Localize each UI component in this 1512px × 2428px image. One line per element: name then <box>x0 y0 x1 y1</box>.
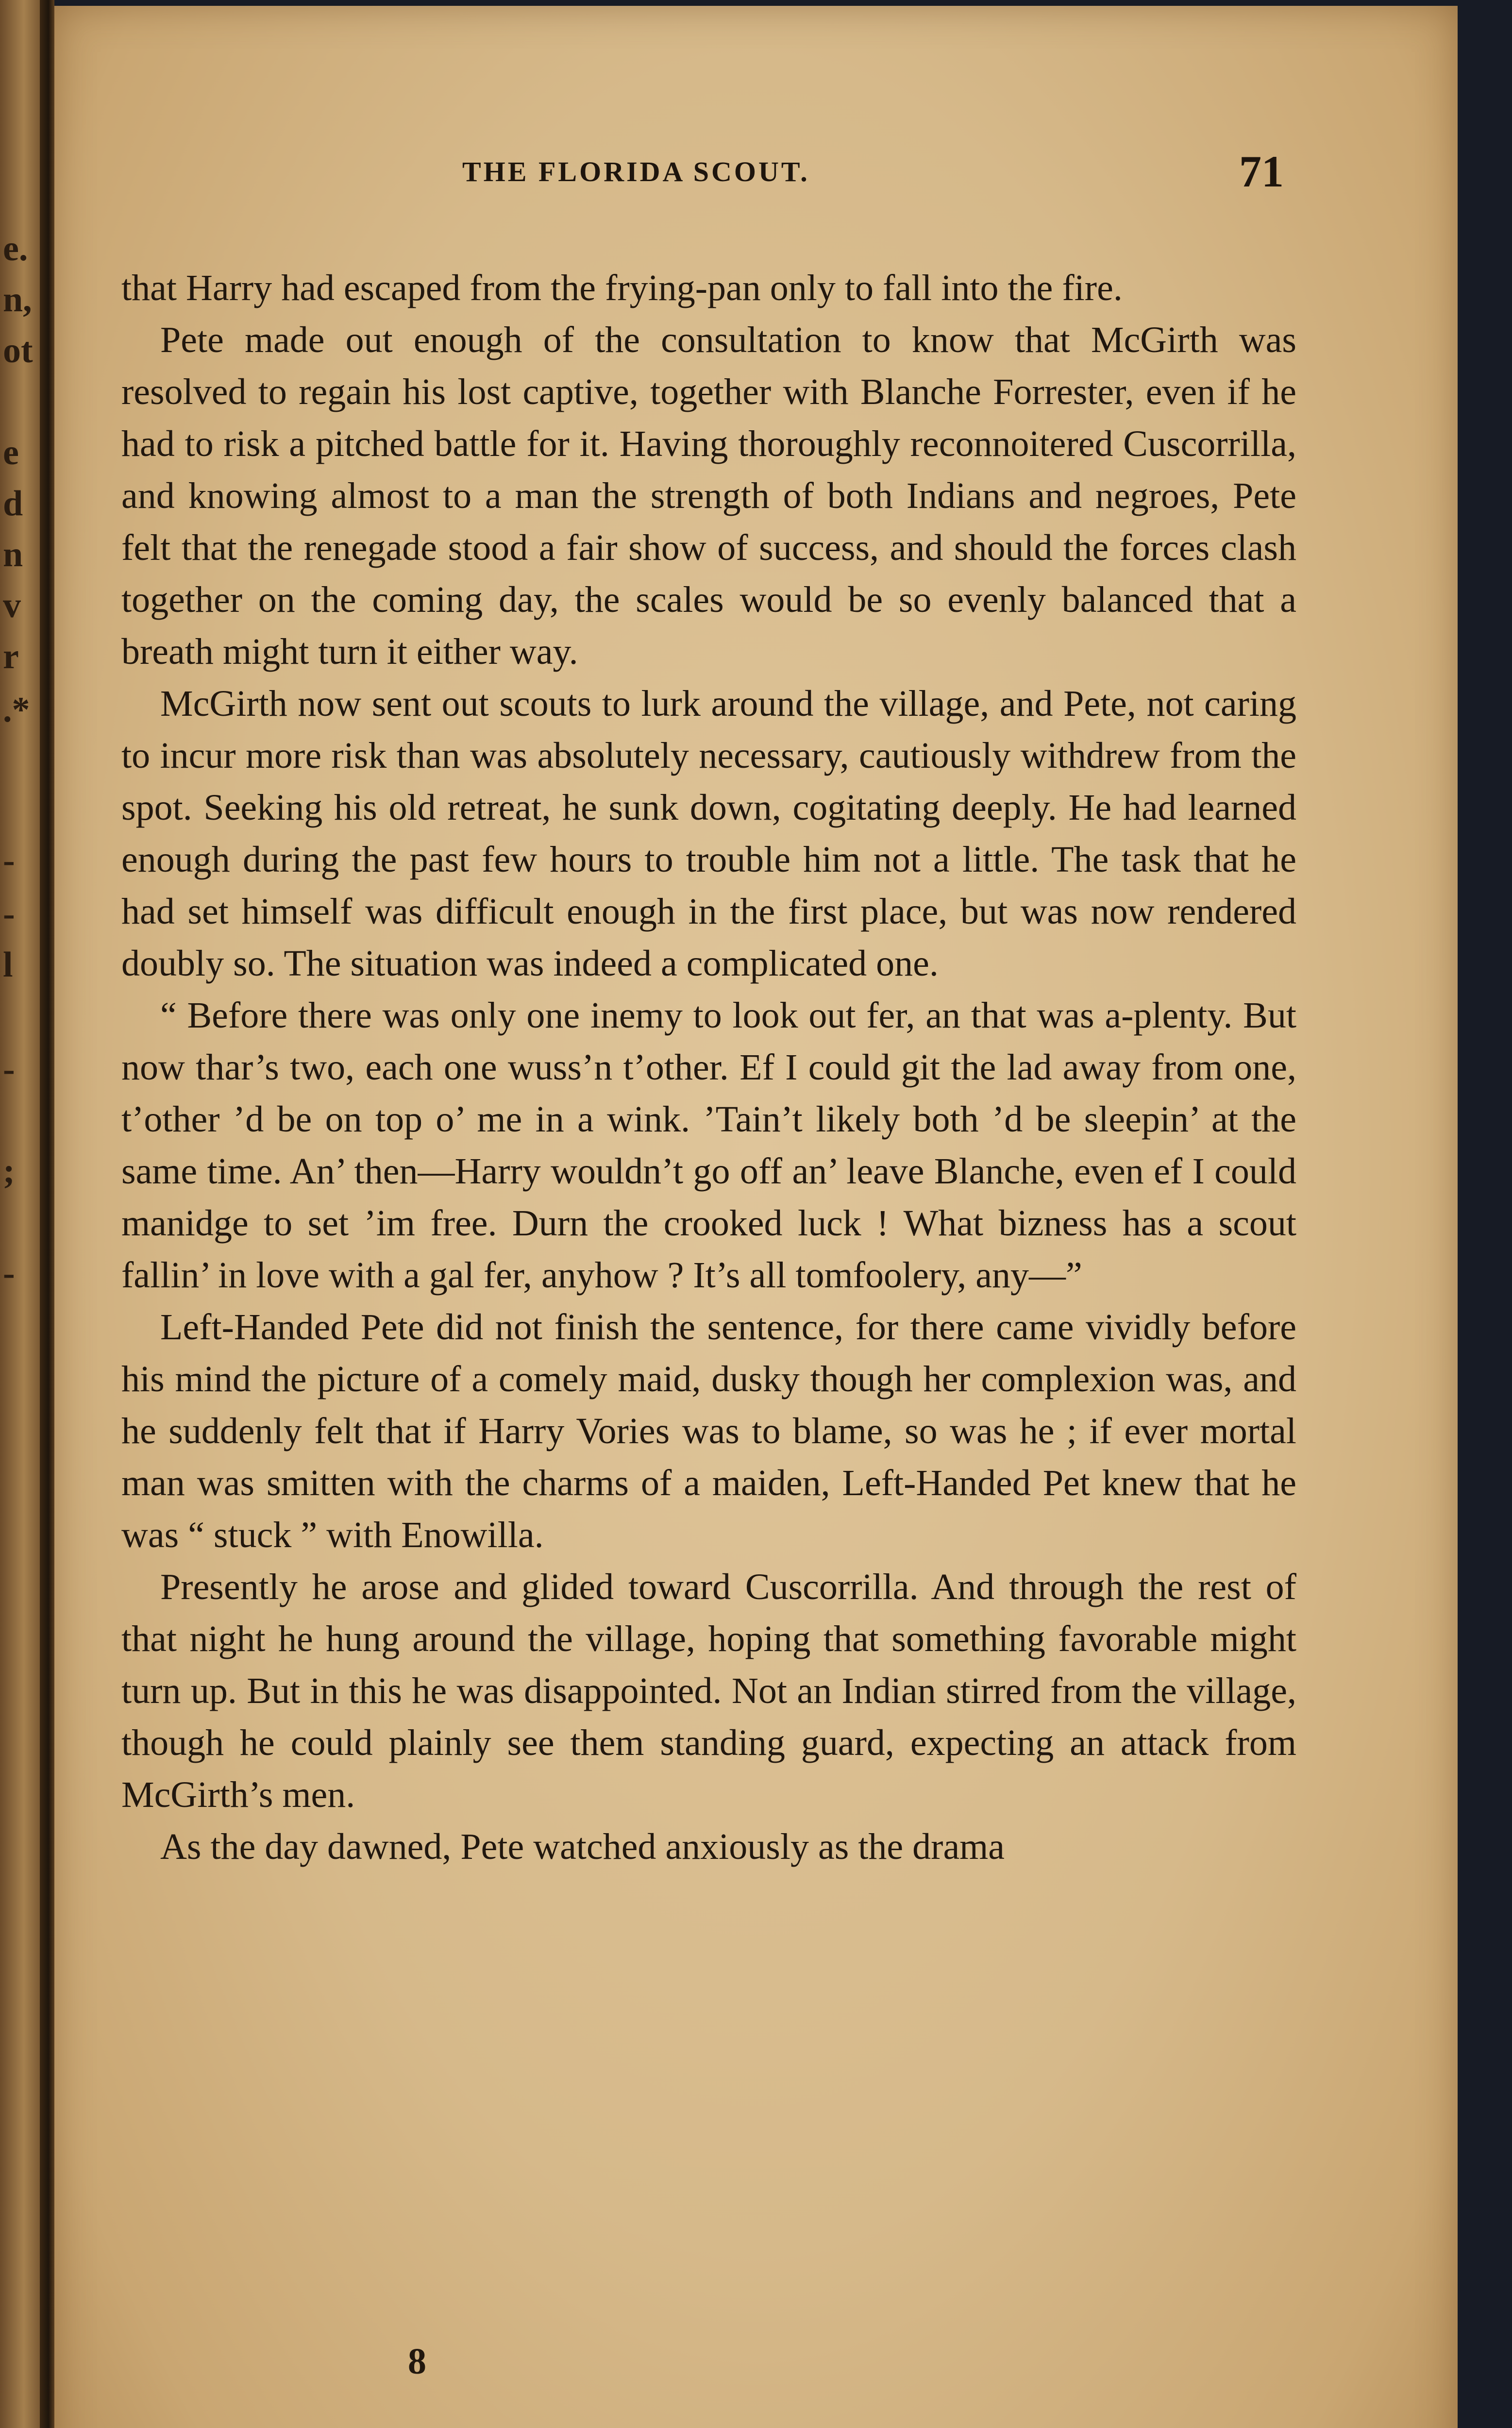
facing-page-fragment: - <box>3 841 15 880</box>
facing-page-fragment: ot <box>3 331 33 371</box>
paragraph: that Harry had escaped from the frying-pan only to fall into the fire. <box>121 268 1123 308</box>
facing-page-fragment: - <box>3 1049 15 1089</box>
facing-page-fragment: ; <box>3 1151 15 1191</box>
paragraph: “ Before there was only one inemy to look out fer, an that was a-plenty. But now thar’s two, each one wuss’n t’other. Ef I could git the lad away from one, t’other ’d be on top o’ me in a wink. ’Tain’t likely both ’d be sleepin’ at the same time. An’ then—Harry wouldn’t go off an’ leave Blanche, even ef I could manidge to set ’im free. Durn the crooked luck ! What bizness has a scout fallin’ in love with a gal fer, anyhow ? It’s all tomfoolery, any—” <box>121 995 1296 1296</box>
paragraph: Left-Handed Pete did not finish the sentence, for there came vividly before his mind the picture of a comely maid, dusky though her complexion was, and he suddenly felt that if Harry Vories was to blame, so was he ; if ever mortal man was smitten with the charms of a maiden, Left-Handed Pet knew that he was “ stuck ” with Enowilla. <box>121 1307 1296 1555</box>
signature-mark: 8 <box>408 2341 426 2382</box>
facing-page-text-fragments <box>0 228 40 1539</box>
facing-page-fragment: v <box>3 586 21 625</box>
running-title: THE FLORIDA SCOUT. <box>462 156 810 187</box>
facing-page-fragment: .* <box>3 690 30 730</box>
paragraph: McGirth now sent out scouts to lurk around the village, and Pete, not caring to incur more risk than was absolutely necessary, cautiously withdrew from the spot. Seeking his old retreat, he sunk down, cogitating deeply. He had learned enough during the past few hours to trouble him not a little. The task that he had set himself was difficult enough in the first place, but was now rendered doubly so. The situation was indeed a complicated one. <box>121 683 1296 984</box>
paragraph: Presently he arose and glided toward Cuscorrilla. And through the rest of that night he hung around the village, hoping that something favorable might turn up. But in this he was disappointed. Not an Indian stirred from the village, though he could plainly see them standing guard, expecting an attack from McGirth’s men. <box>121 1567 1296 1815</box>
facing-page-fragment: n, <box>3 280 32 320</box>
book-gutter <box>40 0 54 2428</box>
facing-page-fragment: e. <box>3 229 28 269</box>
page-header <box>54 147 1297 209</box>
facing-page-fragment: r <box>3 637 19 676</box>
facing-page-fragment: e <box>3 433 19 472</box>
body-text <box>121 262 1296 2311</box>
facing-page-fragment: - <box>3 894 15 934</box>
facing-page-fragment: - <box>3 1253 15 1293</box>
facing-page-fragment: n <box>3 535 23 574</box>
facing-page-fragment: l <box>3 945 13 985</box>
paragraph: As the day dawned, Pete watched anxiously as the drama <box>160 1826 1005 1867</box>
paragraph: Pete made out enough of the consultation to know that McGirth was resolved to regain his lost captive, together with Blanche Forrester, even if he had to risk a pitched battle for it. Having thoroughly reconnoitered Cuscorrilla, and knowing almost to a man the strength of both Indians and negroes, Pete felt that the renegade stood a fair show of success, and should the forces clash together on the coming day, the scales would be so evenly balanced that a breath might turn it either way. <box>121 320 1296 672</box>
facing-page-fragment: d <box>3 484 23 523</box>
page-number: 71 <box>1239 147 1284 196</box>
